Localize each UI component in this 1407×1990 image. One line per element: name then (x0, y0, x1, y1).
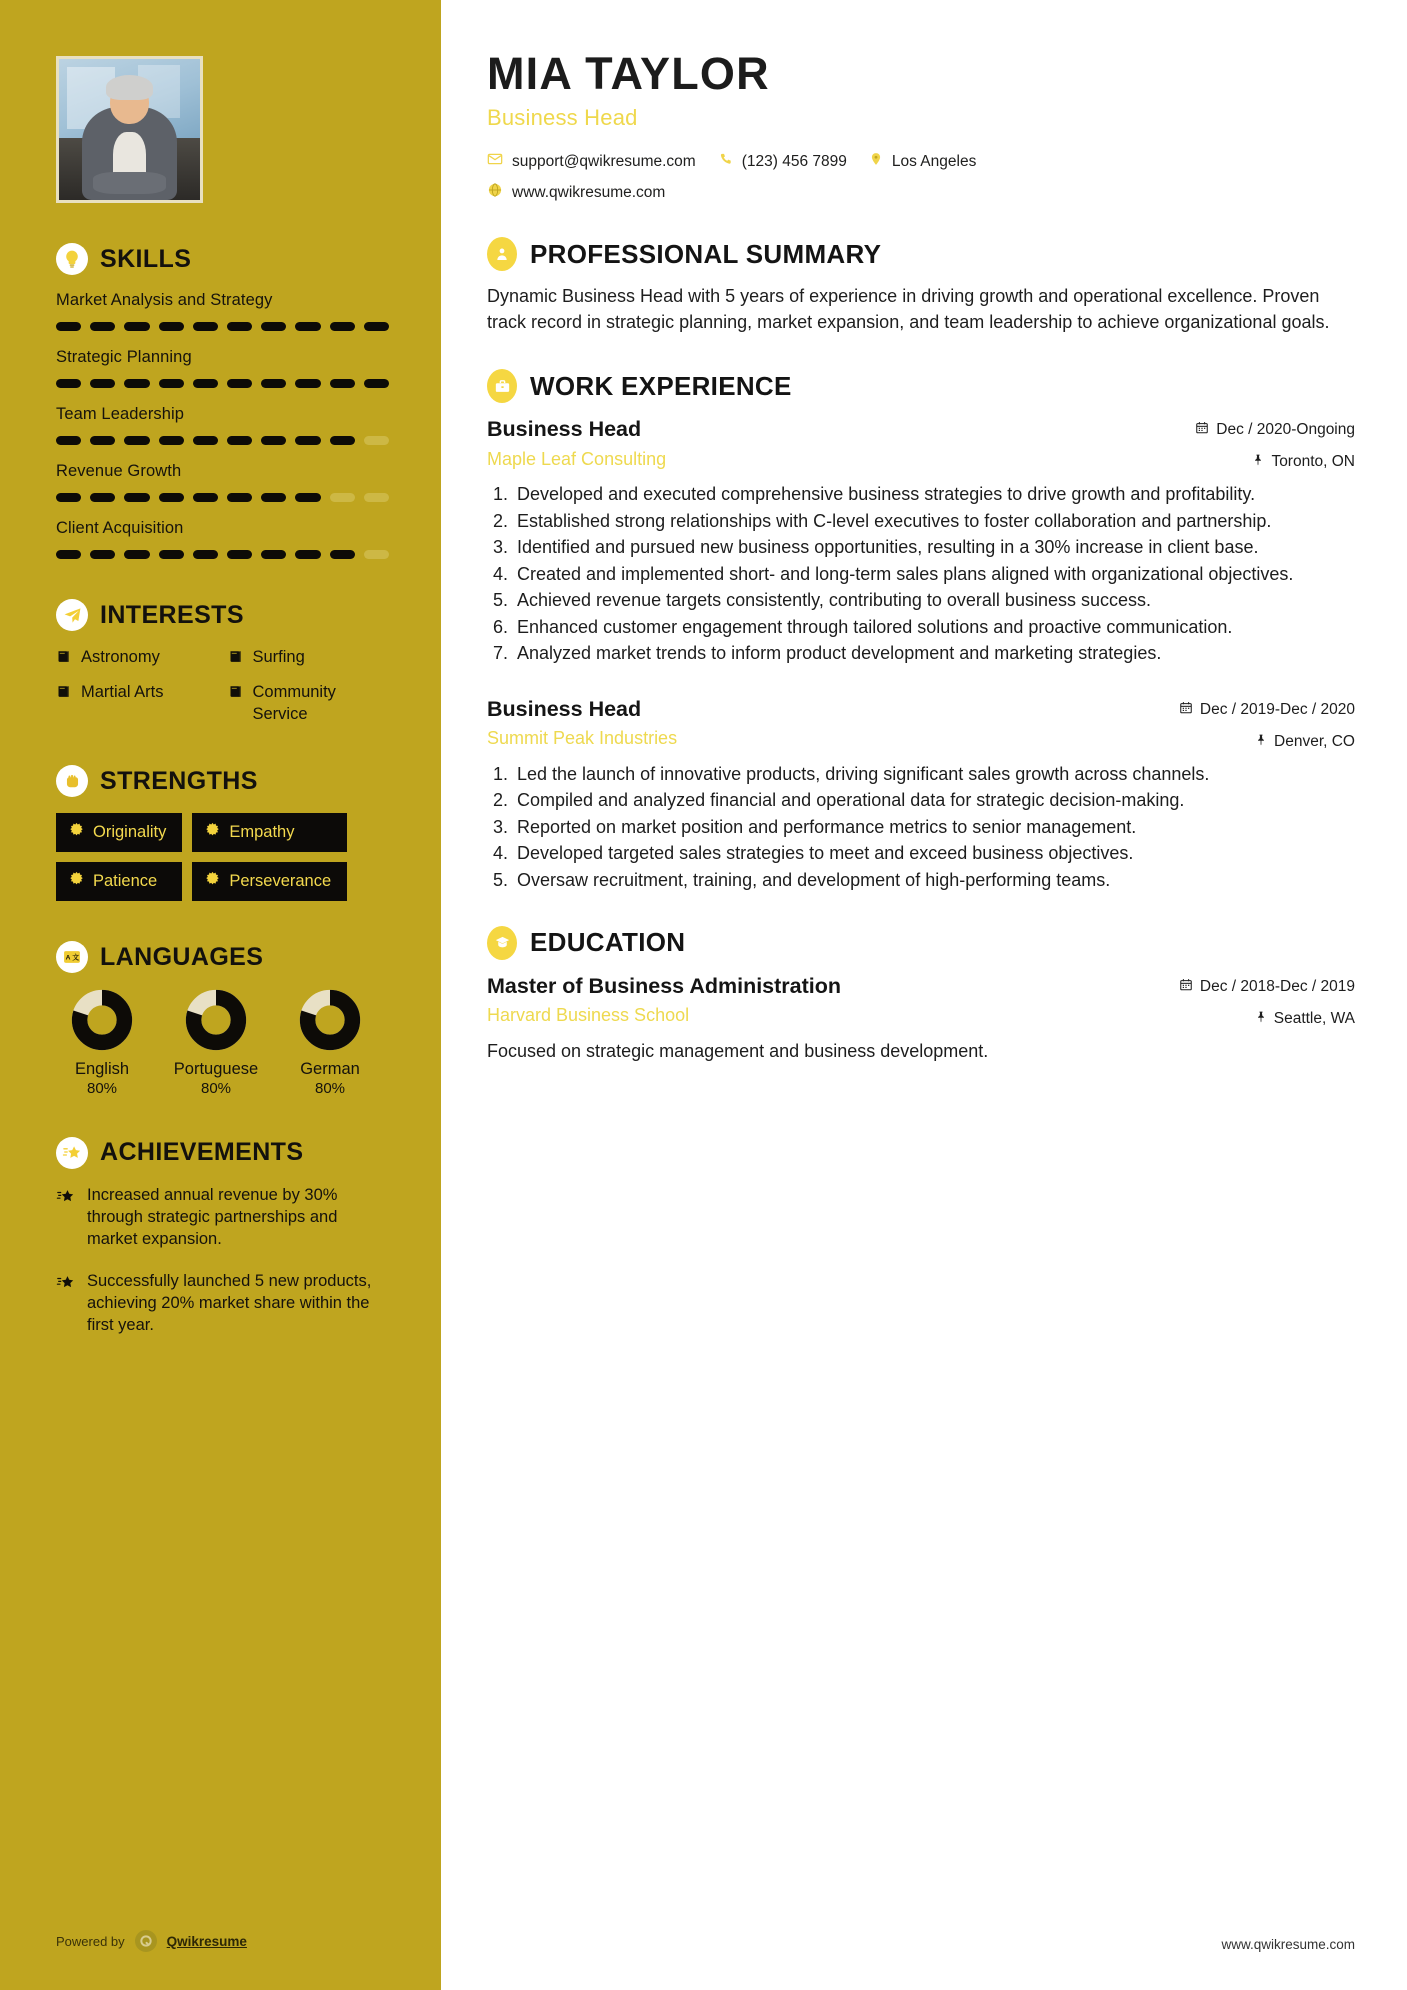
languages-heading-row (56, 941, 389, 973)
education-section (487, 926, 1355, 1064)
skill-dash (193, 322, 218, 331)
interests-heading-row (56, 599, 389, 631)
contact-website[interactable] (487, 182, 665, 203)
job-title: Business Head (487, 105, 638, 131)
skill-dash (330, 493, 355, 502)
phone-icon (718, 152, 733, 172)
skill-dash (159, 322, 184, 331)
book-icon (56, 684, 71, 705)
experience-organization: Summit Peak Industries (487, 727, 678, 748)
strength-label: Originality (93, 822, 167, 841)
skill-level-bar (56, 493, 389, 502)
experience-entry-titles (487, 696, 677, 749)
experience-role: Business Head (487, 417, 642, 442)
language-label: Portuguese (173, 1060, 259, 1079)
experience-role: Business Head (487, 696, 642, 721)
experience-bullet: 2. Compiled and analyzed financial and operational data for strategic decision-making. (513, 788, 1355, 812)
experience-dates: Dec / 2019-Dec / 2020 (1199, 700, 1355, 718)
experience-bullet: 1. Led the launch of innovative products, driving significant sales growth across channels. (513, 762, 1355, 786)
experience-entry (487, 416, 1355, 665)
skill-level-bar (56, 322, 389, 331)
skill-dash (227, 379, 252, 388)
sidebar (0, 0, 441, 1990)
interest-label: Surfing (252, 648, 305, 666)
interests-list (56, 647, 389, 725)
language-label: German (300, 1060, 360, 1079)
education-dates: Dec / 2018-Dec / 2019 (1199, 977, 1355, 995)
achievement-item (56, 1271, 389, 1337)
experience-bullet: 7. Analyzed market trends to inform product development and marketing strategies. (513, 641, 1355, 665)
languages-section (56, 941, 389, 1097)
interests-title: INTERESTS (100, 600, 244, 629)
book-icon (228, 684, 243, 705)
achievements-heading-row (56, 1137, 389, 1169)
education-degree: Master of Business Administration (487, 973, 842, 998)
skill-dash (261, 436, 286, 445)
interest-label: Martial Arts (81, 683, 164, 702)
skill-dash (364, 493, 389, 502)
experience-entry-meta (1179, 696, 1355, 752)
experience-bullet: 5. Oversaw recruitment, training, and development of high-performing teams. (513, 868, 1355, 892)
strength-label: Patience (93, 871, 158, 890)
skill-dash (159, 550, 184, 559)
contact-location-text: Los Angeles (891, 152, 977, 170)
skill-dash (56, 379, 81, 388)
experience-dates-row (1195, 420, 1355, 440)
summary-heading-row (487, 237, 1355, 271)
achievements-title: ACHIEVEMENTS (100, 1138, 304, 1167)
strengths-title: STRENGTHS (100, 766, 258, 795)
calendar-icon (1195, 420, 1209, 440)
education-description: Focused on strategic management and business development. (487, 1040, 989, 1061)
language-percent: 80% (86, 1079, 118, 1097)
skill-dash (261, 493, 286, 502)
calendar-icon (1179, 977, 1193, 997)
experience-bullet: 3. Identified and pursued new business opportunities, resulting in a 30% increase in client base. (513, 535, 1355, 559)
skill-dash (124, 493, 149, 502)
experience-entry (487, 696, 1355, 892)
skill-dash (227, 436, 252, 445)
pin-icon (1255, 1009, 1267, 1029)
contact-phone-text: (123) 456 7899 (741, 152, 847, 170)
briefcase-icon (487, 369, 517, 403)
experience-bullet-list (513, 482, 1355, 665)
skill-dash (261, 379, 286, 388)
profile-photo (56, 56, 203, 203)
skill-dash (90, 379, 115, 388)
globe-icon (487, 182, 503, 203)
contact-row-secondary (487, 182, 1355, 203)
powered-by-label: Powered by (56, 1933, 125, 1949)
experience-bullet: 4. Created and implemented short- and long-term sales plans aligned with organizational objectives. (513, 562, 1355, 586)
strengths-list (56, 813, 389, 901)
interests-section (56, 599, 389, 725)
fist-icon (56, 765, 88, 797)
skill-dash (56, 322, 81, 331)
skills-heading-row (56, 243, 389, 275)
star-icon (56, 1187, 75, 1251)
mail-icon (487, 151, 503, 172)
skill-dash (193, 436, 218, 445)
contact-email-text: support@qwikresume.com (512, 152, 696, 170)
page-title: MIA TAYLOR (487, 48, 770, 99)
skill-dash (295, 322, 320, 331)
education-list (487, 973, 1355, 1064)
experience-location: Toronto, ON (1271, 453, 1355, 471)
education-dates-row (1179, 977, 1355, 997)
paper-plane-icon (56, 599, 88, 631)
skill-dash (261, 550, 286, 559)
education-entry-meta (1179, 973, 1355, 1029)
pin-icon (1255, 732, 1267, 752)
skill-level-bar (56, 550, 389, 559)
burst-icon (205, 822, 220, 842)
language-donut-chart (71, 989, 133, 1051)
experience-location: Denver, CO (1274, 732, 1355, 750)
skill-dash (364, 436, 389, 445)
burst-icon (69, 822, 84, 842)
skill-label: Team Leadership (56, 405, 185, 423)
skill-dash (90, 550, 115, 559)
skill-dash (295, 379, 320, 388)
skill-dash (90, 493, 115, 502)
strength-pill (192, 862, 347, 901)
skill-dash (193, 493, 218, 502)
skill-dash (227, 493, 252, 502)
qwikresume-logo-icon (135, 1930, 157, 1952)
work-experience-section (487, 369, 1355, 892)
skills-title: SKILLS (100, 244, 192, 273)
experience-organization: Maple Leaf Consulting (487, 448, 667, 469)
experience-location-row (1179, 732, 1355, 752)
skill-label: Revenue Growth (56, 462, 182, 480)
skill-dash (90, 436, 115, 445)
experience-dates: Dec / 2020-Ongoing (1216, 421, 1355, 439)
education-location-row (1179, 1009, 1355, 1029)
shooting-star-icon (56, 1137, 88, 1169)
achievements-list (56, 1185, 389, 1337)
experience-heading-row (487, 369, 1355, 403)
interest-item (56, 682, 218, 725)
strength-label: Perseverance (229, 871, 332, 890)
achievement-item (56, 1185, 389, 1251)
education-heading-row (487, 926, 1355, 960)
pin-icon (1252, 452, 1264, 472)
experience-entry-header (487, 696, 1355, 752)
skill-label: Strategic Planning (56, 348, 192, 366)
skill-dash (295, 436, 320, 445)
language-percent: 80% (200, 1079, 232, 1097)
summary-title: PROFESSIONAL SUMMARY (530, 238, 882, 269)
skill-dash (227, 550, 252, 559)
contact-row-primary (487, 151, 1355, 172)
experience-bullet: 2. Established strong relationships with C-level executives to foster collaboration and partnership. (513, 509, 1355, 533)
experience-location-row (1195, 452, 1355, 472)
language-donut-chart (185, 989, 247, 1051)
translate-icon (56, 941, 88, 973)
lightbulb-icon (56, 243, 88, 275)
skill-dash (193, 379, 218, 388)
skill-dash (364, 550, 389, 559)
languages-title: LANGUAGES (100, 942, 264, 971)
skill-dash (295, 493, 320, 502)
qwikresume-link[interactable]: Qwikresume (166, 1933, 247, 1949)
achievements-section (56, 1137, 389, 1337)
professional-summary-section (487, 237, 1355, 335)
skill-dash (90, 322, 115, 331)
experience-bullet: 5. Achieved revenue targets consistently, contributing to overall business success. (513, 588, 1355, 612)
contact-website-text: www.qwikresume.com (512, 183, 666, 201)
summary-text: Dynamic Business Head with 5 years of experience in driving growth and operational excellence. Proven track record in strategic planning, market expansion, and team leadership to achieve organizational goals. (487, 286, 1330, 332)
book-icon (228, 649, 243, 670)
skill-dash (124, 436, 149, 445)
skill-dash (330, 379, 355, 388)
strength-pill (192, 813, 347, 852)
skill-dash (124, 322, 149, 331)
education-entry (487, 973, 1355, 1064)
strength-label: Empathy (229, 822, 295, 841)
experience-title: WORK EXPERIENCE (530, 370, 792, 401)
sidebar-footer (56, 1930, 247, 1952)
skill-dash (227, 322, 252, 331)
skills-list (56, 291, 389, 559)
calendar-icon (1179, 700, 1193, 720)
contact-phone[interactable] (718, 152, 847, 172)
education-entry-header (487, 973, 1355, 1029)
skill-level-bar (56, 379, 389, 388)
interest-item (56, 647, 218, 670)
strength-pill (56, 862, 182, 901)
skill-dash (56, 436, 81, 445)
skill-dash (56, 550, 81, 559)
skill-dash (159, 436, 184, 445)
strengths-heading-row (56, 765, 389, 797)
language-item (284, 989, 376, 1097)
skill-dash (330, 436, 355, 445)
interest-label: Astronomy (81, 648, 160, 666)
skill-dash (295, 550, 320, 559)
skill-label: Market Analysis and Strategy (56, 291, 273, 309)
skill-dash (261, 322, 286, 331)
skill-dash (364, 322, 389, 331)
language-label: English (74, 1060, 130, 1079)
education-entry-titles (487, 973, 841, 1026)
experience-entry-titles (487, 416, 666, 469)
skill-dash (364, 379, 389, 388)
burst-icon (69, 871, 84, 891)
main-content (441, 0, 1407, 1990)
experience-entry-meta (1195, 416, 1355, 472)
interest-label: Community Service (252, 683, 336, 723)
education-location: Seattle, WA (1273, 1009, 1355, 1027)
experience-list (487, 416, 1355, 892)
experience-bullet: 1. Developed and executed comprehensive business strategies to drive growth and profitability. (513, 482, 1355, 506)
skill-dash (124, 379, 149, 388)
experience-bullet: 6. Enhanced customer engagement through tailored solutions and proactive communication. (513, 615, 1355, 639)
language-percent: 80% (314, 1079, 346, 1097)
skill-dash (193, 550, 218, 559)
skill-dash (330, 322, 355, 331)
skill-level-bar (56, 436, 389, 445)
education-title: EDUCATION (530, 927, 686, 958)
main-footer-url: www.qwikresume.com (1221, 1937, 1355, 1952)
star-icon (56, 1273, 75, 1337)
skills-section (56, 243, 389, 559)
interest-item (228, 682, 390, 725)
location-pin-icon (869, 151, 883, 172)
svg-text:A: A (65, 954, 71, 962)
experience-entry-header (487, 416, 1355, 472)
graduation-icon (487, 926, 517, 960)
skill-dash (56, 493, 81, 502)
burst-icon (205, 871, 220, 891)
experience-bullet: 3. Reported on market position and performance metrics to senior management. (513, 815, 1355, 839)
book-icon (56, 649, 71, 670)
language-item (170, 989, 262, 1097)
experience-bullet: 4. Developed targeted sales strategies to meet and exceed business objectives. (513, 841, 1355, 865)
experience-bullet-list (513, 762, 1355, 892)
contact-email[interactable] (487, 151, 696, 172)
skill-label: Client Acquisition (56, 519, 184, 537)
strength-pill (56, 813, 182, 852)
svg-text:文: 文 (72, 954, 79, 962)
achievement-text: Successfully launched 5 new products, achieving 20% market share within the first year. (87, 1271, 372, 1334)
contact-location (869, 151, 976, 172)
skill-dash (330, 550, 355, 559)
skill-dash (159, 379, 184, 388)
interest-item (228, 647, 390, 670)
language-item (56, 989, 148, 1097)
skill-dash (124, 550, 149, 559)
person-icon (487, 237, 517, 271)
skill-dash (159, 493, 184, 502)
experience-dates-row (1179, 700, 1355, 720)
strengths-section (56, 765, 389, 901)
languages-list (56, 989, 389, 1097)
education-school: Harvard Business School (487, 1005, 690, 1026)
language-donut-chart (299, 989, 361, 1051)
achievement-text: Increased annual revenue by 30% through strategic partnerships and market expansion. (87, 1185, 338, 1248)
